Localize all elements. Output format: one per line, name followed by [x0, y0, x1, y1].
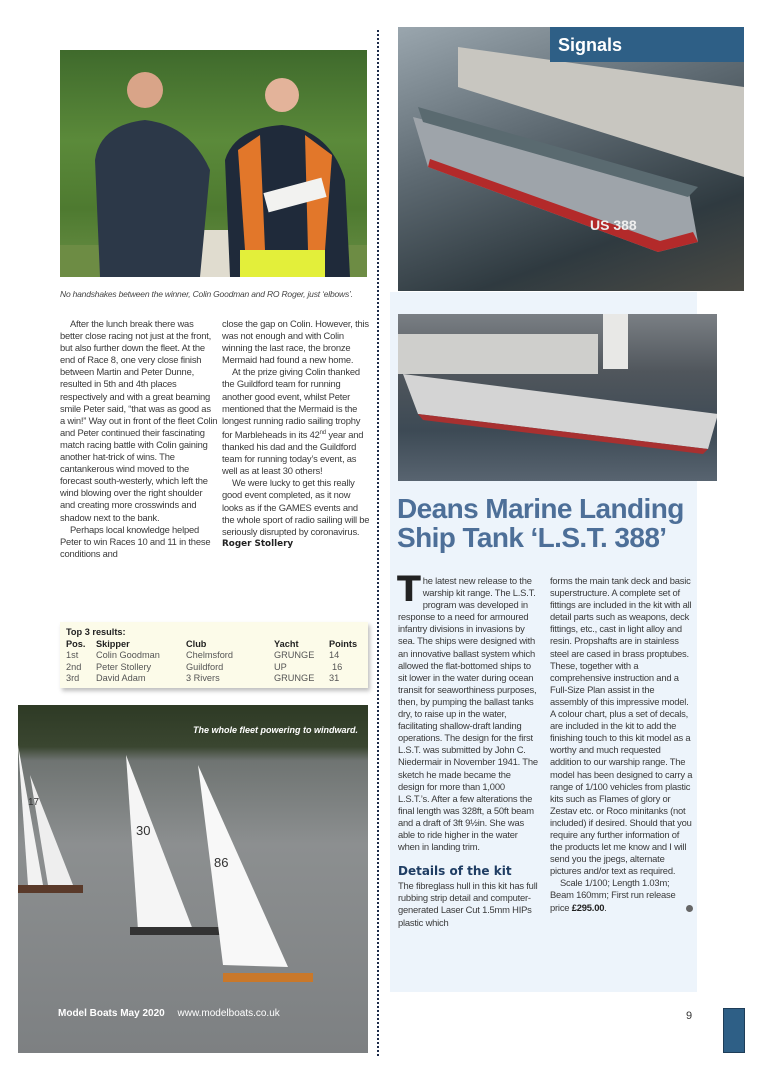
article-body-column-1 — [397, 570, 538, 929]
table-row — [66, 673, 362, 685]
text: Scale 1/100; Length 1.03m; Beam 160mm; First run release price — [550, 877, 676, 913]
photo-caption: No handshakes between the winner, Colin Goodman and RO Roger, just ‘elbows’. — [60, 289, 353, 299]
cell: 31 — [329, 673, 340, 683]
photo-lst-model-dock — [398, 27, 744, 291]
cell: Guildford — [186, 661, 224, 672]
photo-caption: The whole fleet powering to windward. — [192, 725, 358, 735]
header-skipper: Skipper — [96, 638, 130, 649]
table-row — [66, 662, 362, 674]
paragraph: After the lunch break there was better close racing not just at the front, but also further down the fleet. At the end of Race 8, one very close finish between Martin and Peter Dunne, resulted in 5th and 4th places respectively and with a great beaming smile Peter said, “that was as good as a win!” Way out in front of the fleet Colin and Peter continued their fascinating match racing battle with Colin gaining another hat-trick of wins. The cantankerous wind moved to the forecast south-westerly, which left the wind blowing over the right shoulder and creating more crosswinds and shadow next to the bank. — [60, 318, 218, 523]
photo-lst-model-side — [398, 314, 717, 481]
cell: 3rd — [66, 673, 80, 683]
header-yacht: Yacht — [274, 638, 299, 649]
lst-model-illustration — [398, 27, 744, 291]
header-points: Points — [329, 638, 358, 649]
sailing-fleet-illustration — [18, 705, 368, 1053]
cell: 2nd — [66, 661, 82, 672]
article-body-column-2 — [550, 575, 693, 914]
paragraph: Perhaps local knowledge helped Peter to win Races 10 and 11 in these conditions and — [60, 523, 211, 559]
table-header — [66, 639, 362, 651]
paragraph — [397, 570, 538, 853]
cell: David Adam — [96, 673, 146, 683]
results-box — [60, 622, 368, 688]
text: At the prize giving Colin thanked the Guildford team for running another good event, whilst Peter mentioned that the Mermaid is the longest running radio sailing trophy for Marbleheads in its 42 — [222, 366, 361, 440]
section-tab — [723, 1008, 745, 1053]
sail-number: 17 — [28, 797, 40, 808]
cell: Colin Goodman — [96, 650, 160, 660]
photo-sailing-fleet — [18, 705, 368, 1053]
paragraph — [222, 366, 372, 477]
cell: GRUNGE — [274, 673, 315, 683]
text: year and thanked his dad and the Guildford team for running today’s event, as well as at least 30 others! — [222, 428, 364, 477]
article-column-2 — [222, 318, 372, 550]
header-club: Club — [186, 638, 207, 649]
cell: 3 Rivers — [186, 673, 220, 683]
column-divider — [377, 30, 379, 1056]
hull-marking: US 388 — [590, 217, 637, 233]
price: £295.00 — [571, 901, 605, 913]
page-number: 9 — [686, 1010, 693, 1022]
photo-prize-winners — [60, 50, 367, 277]
cell: 14 — [329, 650, 340, 660]
paragraph: We were lucky to get this really good event completed, as it now looks as if the GAMES events and the whole sport of radio sailing will be seriously disrupted by coronavirus. — [222, 477, 370, 537]
prize-winners-illustration — [60, 50, 367, 277]
header-pos: Pos. — [66, 638, 86, 649]
magazine-issue: Model Boats May 2020 — [58, 1008, 165, 1019]
website-url: www.modelboats.co.uk — [177, 1008, 280, 1019]
text: . — [604, 901, 607, 913]
cell: UP — [274, 661, 287, 672]
paragraph: close the gap on Colin. However, this was not enough and with Colin winning the last race, the bronze Mermaid had found a new home. — [222, 318, 369, 366]
paragraph — [550, 877, 693, 913]
superscript: nd — [319, 429, 326, 436]
page-footer — [58, 1008, 280, 1019]
results-title: Top 3 results: — [66, 627, 126, 637]
sail-number: 86 — [214, 855, 229, 870]
section-heading: Details of the kit — [398, 864, 512, 879]
end-mark-icon — [686, 905, 693, 912]
author-byline: Roger Stollery — [222, 538, 294, 549]
cell: 1st — [66, 650, 79, 660]
table-row — [66, 650, 362, 662]
results-table — [66, 639, 362, 685]
paragraph: The fibreglass hull in this kit has full rubbing strip detail and computer-generated Laser Cut 1.5mm HIPs plastic which — [398, 880, 538, 928]
cell: Peter Stollery — [96, 661, 152, 672]
drop-cap: T — [397, 570, 421, 610]
text: he latest new release to the warship kit range. The L.S.T. program was developed in response to a need for armoured infantry divisions in invasions by sea. The ships were designed with an innovative ballast system which allowed the flat-bottomed ships to sit lower in the water during ocean transit for seaworthiness purposes, then, by pumping the ballast tanks dry, to raise up in the water, facilitating shallow-draft landing operations. The design for the first L.S.T. was submitted by John C. Niedermair in November 1941. The sketch he made became the design for more than 1,000 L.S.T.’s. After a few alterations the final length was 328ft, a 50ft beam and a draft of 3ft 9½in. She was able to ride higher in the water when in landing trim. — [398, 575, 538, 853]
paragraph: forms the main tank deck and basic superstructure. A complete set of fittings are included in the kit with all detail parts such as weapons, deck fittings, etc., cast in light alloy and resin. Propshafts are in stainless steel are cased in brass proptubes. These, together with a comprehensive instruction and a Full-Size Plan assist in the assembly of this impressive model. A colour chart, plus a set of decals, are included in the kit to add the finishing touch to this kit model as a worthy and much requested addition to our warship range. The model has been designed to carry a range of 1/100 vehicles from plastic kits such as Flames of glory or Zestav etc. or Roco minitanks (not included) if desired. Should that you require any further information of the products let me know and I will send you the jpegs, alternate pictures and/or text as required. — [550, 575, 693, 877]
sail-number: 30 — [136, 823, 151, 838]
lst-model-side-illustration — [398, 314, 717, 481]
section-banner: Signals — [550, 27, 744, 62]
cell: GRUNGE — [274, 650, 315, 660]
article-title: Deans Marine Landing Ship Tank ‘L.S.T. 388’ — [397, 493, 684, 553]
article-column-1 — [60, 318, 218, 560]
cell: 16 — [332, 661, 343, 672]
cell: Chelmsford — [186, 650, 233, 660]
